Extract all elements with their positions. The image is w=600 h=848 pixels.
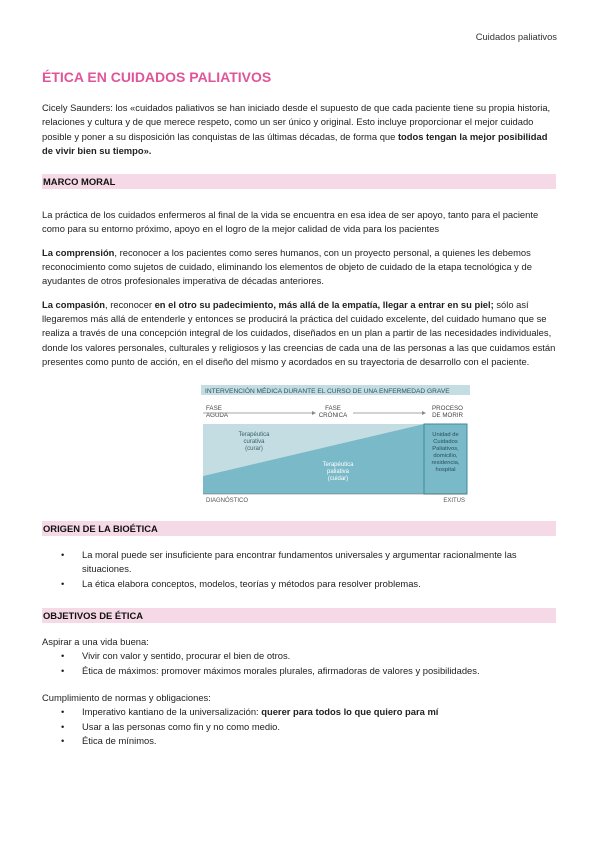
units-label-l2: Cuidados [433,439,458,446]
list-item [42,734,556,748]
units-label-l6: hospital [435,467,456,474]
section-heading-objetivos: OBJETIVOS DE ÉTICA [42,608,556,623]
intro-bold: todos tengan la mejor posibilidad de vivir bien su tiempo». [42,130,548,156]
palliative-label-l2: paliativa [326,469,350,476]
compasion-bold: en el otro su padecimiento, más allá de la empatía, llegar a entrar en su piel; [154,298,494,310]
document-page [42,69,556,748]
list-item-text: La moral puede ser insuficiente para encontrar fundamentos universales y argumentar racionalmente las situaciones. [82,549,517,575]
compasion-mid: , reconocer [105,298,155,310]
objetivos-list-1 [42,649,556,678]
marco-paragraph-1: La práctica de los cuidados enfermeros al final de la vida se encuentra en esa idea de ser apoyo, tanto para el paciente como para su entorno próximo, apoyo en el logro de la mejor calidad de vida para los pacientes [42,209,539,235]
list-item-text: Ética de mínimos. [82,734,157,746]
group2-label: Cumplimiento de normas y obligaciones: [42,691,211,703]
phase-acute-l2: AGUDA [206,412,229,420]
phase-acute-l1: FASE [206,405,222,413]
phase-chronic-l2: CRÓNICA [318,412,348,420]
compasion-text: sólo así llegaremos más allá de entenderle y entonces se producirá la práctica del cuidado excelente, del cuidado humano que se realiza a través de una concepción integral de los cuidados, diseñados en un plan a partir de las necesidades individuales, donde los valores personales, culturales y religiosos y las creencias de cada una de las personas a las que cuidamos están presentes como punto de acción, en el diseño del mismo y acordados en su trayectoria de desarrollo con el paciente. [42,298,556,367]
compasion-paragraph [42,298,556,369]
units-label-l1: Unidad de [432,432,459,439]
units-label-l5: residencia, [431,460,460,467]
palliative-label-l3: (cuidar) [327,476,349,483]
origen-list [42,548,556,591]
section-heading-marco-moral: MARCO MORAL [42,174,556,189]
bullet-icon: • [61,577,65,589]
units-label-l3: Paliativos, [432,446,459,453]
comprension-text: , reconocer a los pacientes como seres humanos, con un proyecto personal, a quienes les debemos reconocimiento como sujetos de cuidado, eliminando los elementos de objeto de cuidado de la etapa tecnológica y de ayudantes de otros profesionales imperativa de décadas anteriores. [42,246,532,287]
list-item-text: Ética de máximos: promover máximos morales plurales, afirmadoras de valores y posibilidades. [82,664,480,676]
illness-course-figure [201,384,470,505]
intro-paragraph [42,101,556,158]
bullet-icon: • [61,664,65,676]
bullet-icon: • [61,706,65,718]
phase-chronic-l1: FASE [325,405,341,413]
bullet-icon: • [61,650,65,662]
bullet-icon: • [61,720,65,732]
list-item [42,664,556,678]
curative-label-l3: (curar) [245,446,263,453]
phase-dying-l2: DE MORIR [432,412,463,420]
list-item [42,577,556,591]
list-item [42,705,556,719]
axis-start-label: DIAGNÓSTICO [206,498,249,505]
illness-course-diagram [201,384,470,505]
list-item-bold: querer para todos lo que quiero para mí [261,706,439,718]
group1-label: Aspirar a una vida buena: [42,636,149,648]
palliative-label-l1: Terapéutica [322,462,354,469]
list-item-text: Imperativo kantiano de la universalización: [82,706,262,718]
running-header: Cuidados paliativos [475,31,557,42]
list-item-text: La ética elabora conceptos, modelos, teorías y métodos para resolver problemas. [82,577,421,589]
figure-title: INTERVENCIÓN MÉDICA DURANTE EL CURSO DE UNA ENFERMEDAD GRAVE [205,387,450,395]
curative-label-l2: curativa [243,439,265,446]
compasion-label: La compasión [42,298,106,310]
comprension-label: La comprensión [42,246,115,258]
list-item [42,720,556,734]
document-title: ÉTICA EN CUIDADOS PALIATIVOS [42,69,272,85]
comprension-paragraph [42,246,556,289]
units-label-l4: domicilio, [433,453,458,460]
list-item-text: Usar a las personas como fin y no como medio. [82,720,281,732]
intro-text: Cicely Saunders: los «cuidados paliativos se han iniciado desde el supuesto de que cada paciente tiene su propia historia, relaciones y cultura y de que merece respeto, como un ser único y original. Esto incluye proporcionar el mejor cuidado posible y poner a su disposición las conquistas de las últimas décadas, de forma que [42,102,551,142]
curative-label-l1: Terapéutica [238,432,270,439]
bullet-icon: • [61,549,65,561]
section-heading-origen-bioetica: ORIGEN DE LA BIOÉTICA [42,521,556,536]
bullet-icon: • [61,734,65,746]
objetivos-list-2 [42,705,556,748]
axis-end-label: EXITUS [443,498,465,505]
phase-dying-l1: PROCESO [432,405,463,413]
list-item [42,548,556,577]
list-item [42,649,556,663]
list-item-text: Vivir con valor y sentido, procurar el bien de otros. [82,650,291,662]
